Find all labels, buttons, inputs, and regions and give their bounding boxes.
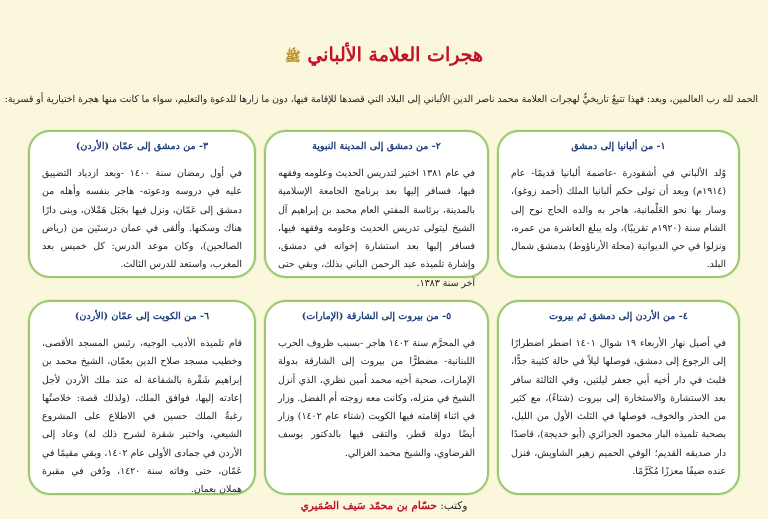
page-title xyxy=(0,44,768,68)
card-body: في أول رمضان سنة ١٤٠٠ -وبعد ازدياد التضييق عليه في دروسه ودعوته- هاجر بنفسه وأهله من دمشق إلى عَمّان، ونزل فيها بجَبَل هَمْلان، وبنى دارًا هناك وسكنها. وألقى في عمان درستَين من (رياض الصالحين)، وكان موعد الدرس: كل خميس بعد المغرب، واستعد للدرس الثالث. xyxy=(42,168,242,271)
migration-card-3 xyxy=(28,130,256,278)
card-body: في عام ١٣٨١ اختير لتدريس الحديث وعلومه وفقهه فيها، فسافر إليها بعد برنامج الجامعة الإسلامية بالمدينة، برئاسة المفتي العام محمد بن إبراهيم آل الشيخ ليتولى تدريس الحديث وعلومه وفقهه فيها، فسافر إليها بعد استشارة إخوانه في دمشق، وإشارة تلميذه عبد الرحمن الباني بذلك، وبقي حتى آخر سنة ١٣٨٣. xyxy=(278,168,475,289)
card-title: ٣- من دمشق إلى عمّان (الأردن) xyxy=(75,141,209,152)
card-title: ٦- من الكويت إلى عمّان (الأردن) xyxy=(74,311,210,322)
card-title: ٤- من الأردن إلى دمشق ثم بيروت xyxy=(549,311,688,322)
migration-card-4 xyxy=(497,300,740,495)
intro-paragraph: الحمد لله رب العالمين، وبعد: فهذا تتبعٌ تاريخيٌّ لهجرات العلامة محمد ناصر الدين الألباني إلى البلاد التي قصدها للإقامة فيها، دون ما زارها للدعوة والتعليم، سواء ما كانت منها هجرة اختيارية أو قسرية: xyxy=(4,94,758,105)
migration-card-6 xyxy=(28,300,256,495)
title-text: هجرات العلامة الألباني xyxy=(307,44,483,66)
author-credit xyxy=(0,500,768,512)
card-body: في أصيل نهار الأربعاء ١٩ شوال ١٤٠١ اضطر اضطرارًا إلى الرجوع إلى دمشق، فوصلها ليلاً في حالة كئيبة جدًّا، فلبث في دار أخيه أبي جعفر ليلتين، وفي الثالثة سافر بعد الاستشارة والاستخارة إلى بيروت (شتاءً)، مع كثير من الحذر والخوف، فوصلها في الثلث الأول من الليل، بصحبة تلميذه البار محمود الجزائري (أبو خديجة)، قاصدًا دار صديقه القديم؛ الوفي الحميم زهير الشاويش، فنزل عنده ضيفًا معززًا مُكَرَّمًا. xyxy=(511,338,726,478)
card-title: ٢- من دمشق إلى المدينة النبوية xyxy=(312,141,441,152)
card-title: ٥- من بيروت إلى الشارقة (الإمارات) xyxy=(301,311,452,322)
honorific-glyph: ﷺ xyxy=(285,50,301,65)
card-body: قام تلميذه الأديب الوجيه، رئيس المسجد الأقصى، وخطيب مسجد صلاح الدين بعمّان، الشيخ محمد بن إبراهيم شَقْرة بالشفاعة له عند ملك الأردن لأجل إعادته إليها، فوافق الملك، (ولذلك قصة: خلاصتُها رغبةُ الملك حسين في الاطلاع على المشروع الشيعي، واختير شقرة لشرح ذلك له) وعاد إلى الأردن في جمادى الأولى عام ١٤٠٢، وبقي مقيمًا في عَمّان، حتى وفاته سنة ١٤٢٠، ودُفن في مقبرة هملان بعمان. xyxy=(42,338,242,496)
migration-card-1 xyxy=(497,130,740,278)
card-body: في المحرَّم سنة ١٤٠٢ هاجر -بسبب ظروف الحرب اللبنانية- مضطرًّا من بيروت إلى الشارقة بدولة الإمارات، صحبة أخيه محمد أمين نظري، الذي أنزل الشيخ في منزله، وكانت معه زوجته أم الفضل. وزار في اثناء إقامته فيها الكويت (شتاء عام ١٤٠٢) وزار أيضًا دولة قطر، والتقى فيها بالدكتور يوسف القرضاوي، والشيخ محمد الغزالي. xyxy=(278,338,475,459)
migration-card-5 xyxy=(264,300,489,495)
migration-card-2 xyxy=(264,130,489,289)
card-title: ١- من ألبانيا إلى دمشق xyxy=(571,141,666,152)
author-label: وكتب: xyxy=(440,500,468,512)
card-body: وُلد الألباني في أشقودرة -عاصمة ألبانيا قديمًا- عام (١٩١٤م) وبعد أن تولى حكم ألبانيا الملك (أحمد زوغو)، وسار بها نحو العَلْمانية، هاجر به والده الحاج نوح إلى الشام سنة (١٩٢٠م تقريبًا)، وله يبلغ العاشرة من عمره، ونزلوا في حي الديوانية (محلة الأرناؤوط) بدمشق شمال البلد. xyxy=(511,168,726,271)
author-name: حسّام بن محمّد سَيف الصُمَيري xyxy=(300,500,437,512)
